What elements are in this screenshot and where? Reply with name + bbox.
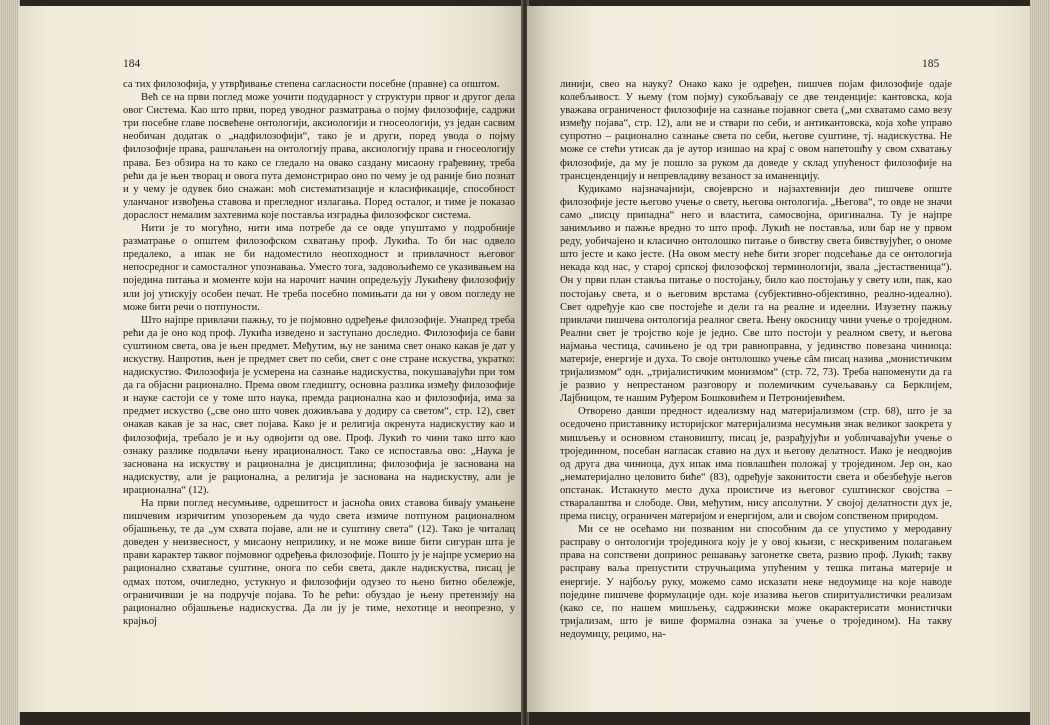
page-number-left: 184 [123, 58, 141, 70]
paragraph: Нити је то могућно, нити има потребе да се овде упуштамо у подробније разматрање о општем филозофском схватању проф. Лукића. То би нас одвело предалеко, а ипак не би надоместило неопходност и привлачност његовог непосредног и самосталног упознавања. Уместо тога, задовољићемо се указивањем на поједина питања и моменте који на нарочит начин опредељују Лукићеву филозофију или јој утискују особен печат. Не треба посебно помињати да ни у овом погледу не може бити речи о потпуности. [123, 223, 515, 313]
paragraph: Већ се на први поглед може уочити подударност у структури првог и другог дела овог Система. Као што први, поред уводног разматрања о појму филозофије, садржи три посебне главе посвећене онтологији, аксиологији и гносеологији, уз један сасвим необичан додатак о „надфилозофији“, тако је и други, поред увода о појму филозофије права, рашчлањен на онтологију права, аксиологију права и гносеологију права. Без обзира на то како се гледало на овако саздану мисаону грађевину, треба рећи да је њен творац и овога пута демонстрирао оно по чему је од раније био познат и у чему је одувек био снажан: моћ систематизације и класификације, способност уланчаног извођења ставова и прегледног излагања. Поред осталог, и тиме је показао дораслост немалим захтевима које поставља изградња филозофског система. [123, 92, 515, 221]
left-page-text [123, 78, 515, 628]
paragraph: Кудикамо најзначајнији, својеврсно и најзахтевнији део пишчеве опште филозофије јесте његово учење о свету, његова онтологија. „Његова“, то овде не значи само „писцу припадна“ него и властита, самосвојна, оригинална. Ту је најпре занимљиво и пажње вредно то што проф. Лукић не поставља, или бар не у првом реду, уобичајено и класично онтолошко питање о бивству света бивствујућег, о ономе што јесте и како јесте. (На овом месту неће бити згорег подсећање да се онтологија некада код нас, у старој српској филозофској терминологији, звала „јестаственица“). Он у први план ставља питање о постојању, било као постојању у свету или, пак, као постојању света, и о његовим врстама (субјективно-објективно, реално-идеално). Свет одређује као све постојеће и дели га на реалне и идеелни. Изузетну пажњу привлачи пишчева онтологија реалног света. Њену окосницу чини учење о троједном. Реални свет је тројство које је једно. Све што постоји у реалном свету, и његова најмања честица, сачињено је од три равноправна, у јединство повезана чиниоца: материје, енергије и духа. То своје онтолошко учење сâм писац назива „монистичким тријализмом“ одн. „тријалистичким монизмом“ (стр. 72, 73). Треба напоменути да га је развио у непрестаном разговору и полемичким сучељавању са Берклијем, Лајбницом, те нашим Руђером Бошковићем и Петронијевићем. [560, 183, 952, 405]
paragraph: линији, свео на науку? Онако како је одређен, пишчев појам филозофије одаје колебљивост. У њему (том појму) сукобљавају се две тенденције: кантовска, која уважава ограниченост филозофије на сазнање појавног света („ми схватамо само везу између појава“, стр. 12), али не и ствари по себи, и антикантовска, која хоће управо супротно – рационално сазнање света по себи, његове суштине, тј. надискуства. Не може се стећи утисак да је аутор изишао на крај с овом напетошћу у свом схватању филозофије, да му је пошло за руком да доведе у склад упућеност филозофије на трансценденцију и непревладиву везаност за иманенцију. [560, 79, 952, 182]
left-page [18, 6, 523, 712]
page-edges-right [1030, 0, 1050, 725]
page-edges-left [0, 0, 20, 725]
right-page [527, 6, 1032, 712]
page-number-right: 185 [922, 58, 940, 70]
paragraph: На први поглед несумњиве, одрешитост и јасноћа ових ставова бивају умањене пишчевим изричитим упозорењем да чудо света измиче потпуном рационалном објашњењу, те да „ум схвата појаве, али не и суштину света“ (12). Тако је читалац доведен у неизвесност, у мисаону неприлику, и не може више бити сигуран шта је прави карактер таквог појмовног одређења филозофије. Пошто ју је најпре усмерио на рационално схватање суштине, онога по себи света, дакле надискуства, писац је одмах потом, очигледно, устукнуо и филозофији одузео то њено битно обележје, ограничивши је на подручје појава. То ће рећи: обуздао је њену претензију на рационално објашњење надискуства. Да ли ју је тиме, нехотице и неопрезно, у крајњој [123, 498, 515, 627]
paragraph: Ми се не осећамо ни позваним ни способним да се упустимо у меродавну расправу о онтологији тројединога коју је у овој књизи, с нескривеним полагањем права на сопствени допринос решавању загонетке света, развио проф. Лукић; такву расправу ваља препустити стручњацима упућеним у тешка питања материје и енергије. У најбољу руку, можемо само исказати неке недоумице на које наводе поједине пишчеве формулације одн. које изазива његов спиритуалистички реализам (како се, по нашем мишљењу, садржински може окарактерисати монистички тријализам, што је више формална ознака за учење о тројединoм). На такву недоумицу, рецимо, на- [560, 524, 952, 640]
right-page-text [560, 78, 952, 641]
paragraph: Отворено давши предност идеализму над материјализмом (стр. 68), што је за оседочено приставнику историјског материјализма несумњив знак великог заокрета у мишљењу и основном становишту, писац је, разрађујући и уобличавајући учење о тројединном, посебан нагласак ставио на дух и његову делатност. Иако је неодвојив од друга два чиниоца, дух ипак има повлашћен положај у тројединoм. Јер он, као „нематеријално целовито биће“ (83), одређује законитости света и обезбеђује његов опстанак. Истакнуто место духа проистиче из његовог суштинског својства – стваралаштва и слободе. Ови, међутим, нису апсолутни. У својој делатности дух је, према писцу, ограничен материјом и енергијом, али и својом сопственом природом. [560, 406, 952, 523]
paragraph: са тих филозофија, у утврђивање степена сагласности посебне (правне) са општом. [123, 79, 500, 90]
paragraph: Што најпре привлачи пажњу, то је појмовно одређење филозофије. Унапред треба рећи да је оно код проф. Лукића изведено и заступано доследно. Филозофија се бави суштином света, ова је њен предмет. Међутим, њу не занима свет онако какав је дат у искуству. Напротив, њен је предмет свет по себи, свет с оне стране искуства, укратко: надискуство. Филозофија је усмерена на сазнање надискуства, покушавајући при том да га објасни рационално. Према овом гледишту, основна разлика између филозофије и науке састоји се у томе што наука, премда рационална као и филозофија, има за предмет искуство („све оно што човек доживљава у додиру са светом“, стр. 12), свет онакав какав је за нас, свет појава. Како је и религија окренута надискуству као и филозофија, требало је и њу одвојити од ове. Проф. Лукић то чини тако што као ознаку разлике подвлачи њену ирационалност. Тако се испоставља ово: „Наука је заснована на искуству и рационална је дисциплина; филозофија је заснована на надискуству, али је рационална, а религија је заснована на надискуству, али је ирационална“ (12). [123, 314, 515, 496]
